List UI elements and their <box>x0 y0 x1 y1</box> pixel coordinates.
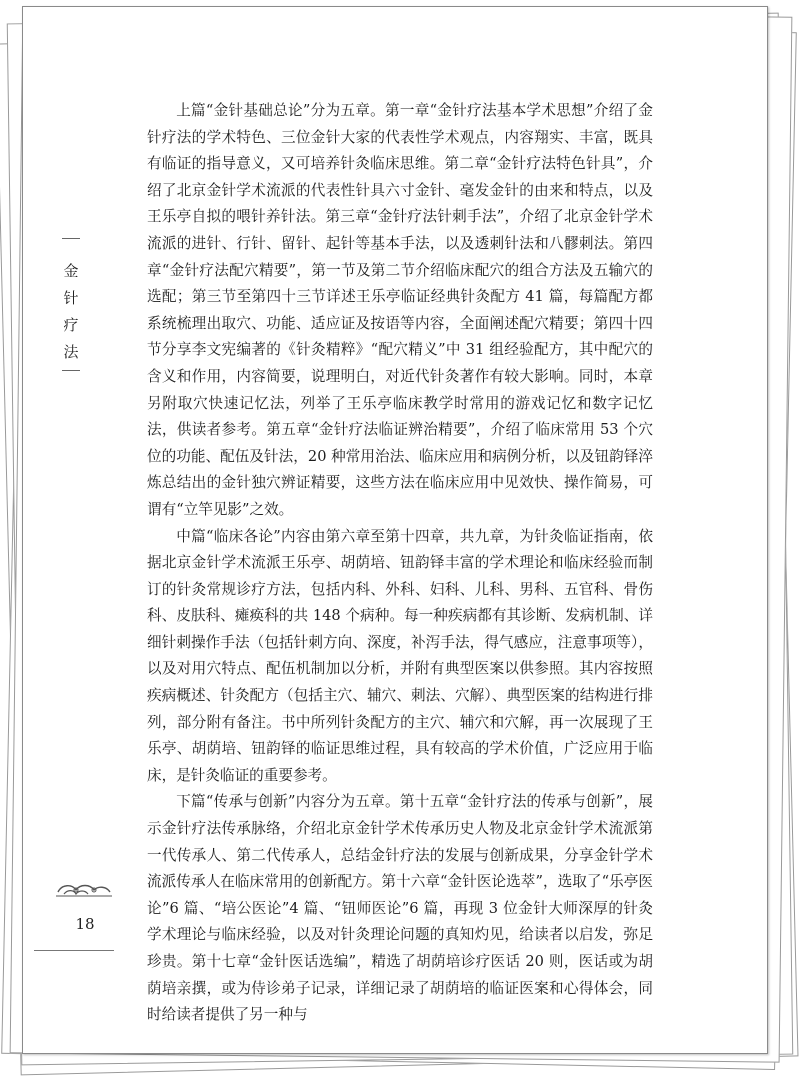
side-title-rule-top <box>62 238 80 239</box>
paragraph: 中篇“临床各论”内容由第六章至第十四章，共九章，为针灸临证指南，依据北京金针学术流派王乐亭、胡荫培、钮韵铎丰富的学术理论和临床经验而制订的针灸常规诊疗方法，包括内科、外科、妇科、儿科、男科、五官科、骨伤科、皮肤科、瘫痪科的共 148 个病种。每一种疾病都有其诊断、发病机制、详细针刺操作手法（包括针刺方向、深度，补泻手法，得气感应，注意事项等），以及对用穴特点、配伍机制加以分析，并附有典型医案以供参照。其内容按照疾病概述、针灸配方（包括主穴、辅穴、刺法、穴解）、典型医案的结构进行排列，部分附有备注。书中所列针灸配方的主穴、辅穴和穴解，再一次展现了王乐亭、胡荫培、钮韵铎的临证思维过程，具有较高的学术价值，广泛应用于临床，是针灸临证的重要参考。 <box>147 527 653 784</box>
side-title-rule-bottom <box>62 370 80 371</box>
side-title-char: 法 <box>63 343 79 361</box>
paragraph: 上篇“金针基础总论”分为五章。第一章“金针疗法基本学术思想”介绍了金针疗法的学术特色、三位金针大家的代表性学术观点，内容翔实、丰富，既具有临证的指导意义，又可培养针灸临床思维。第二章“金针疗法特色针具”，介绍了北京金针学术流派的代表性针具六寸金针、毫发金针的由来和特点，以及王乐亭自拟的喂针养针法。第三章“金针疗法针刺手法”，介绍了北京金针学术流派的进针、行针、留针、起针等基本手法，以及透刺针法和八髎刺法。第四章“金针疗法配穴精要”，第一节及第二节介绍临床配穴的组合方法及五输穴的选配；第三节至第四十三节详述王乐亭临证经典针灸配方 41 篇，每篇配方都系统梳理出取穴、功能、适应证及按语等内容，全面阐述配穴精要；第四十四节分享李文宪编著的《针灸精粹》“配穴精义”中 31 组经验配方，其中配穴的含义和作用，内容简要，说理明白，对近代针灸著作有较大影响。同时，本章另附取穴快速记忆法，列举了王乐亭临床教学时常用的游戏记忆和数字记忆法，供读者参考。第五章“金针疗法临证辨治精要”，介绍了临床常用 53 个穴位的功能、配伍及针法，20 种常用治法、临床应用和病例分析，以及钮韵铎淬炼总结出的金针独穴辨证精要，这些方法在临床应用中见效快、操作简易，可谓有“立竿见影”之效。 <box>147 102 653 518</box>
side-title-char: 针 <box>63 289 79 307</box>
body-text <box>147 98 653 1029</box>
cloud-ornament-icon <box>54 878 114 902</box>
side-title-char: 金 <box>63 262 79 280</box>
paragraph: 下篇“传承与创新”内容分为五章。第十五章“金针疗法的传承与创新”，展示金针疗法传承脉络，介绍北京金针学术传承历史人物及北京金针学术流派第一代传承人、第二代传承人，总结金针疗法的发展与创新成果，分享金针学术流派传承人在临床常用的创新配方。第十六章“金针医论选萃”，选取了“乐亭医论”6 篇、“培公医论”4 篇、“钮师医论”6 篇，再现 3 位金针大师深厚的针灸学术理论与临床经验，以及对针灸理论问题的真知灼见，给读者以启发，弥足珍贵。第十七章“金针医话选编”，精选了胡荫培诊疗医话 20 则，医话或为胡荫培亲撰，或为侍诊弟子记录，详细记录了胡荫培的临证医案和心得体会，同时给读者提供了另一种与 <box>147 793 653 1024</box>
page-number: 18 <box>75 915 95 933</box>
side-running-title <box>58 258 84 366</box>
side-title-char: 疗 <box>63 316 79 334</box>
page-number-rule <box>34 950 114 951</box>
